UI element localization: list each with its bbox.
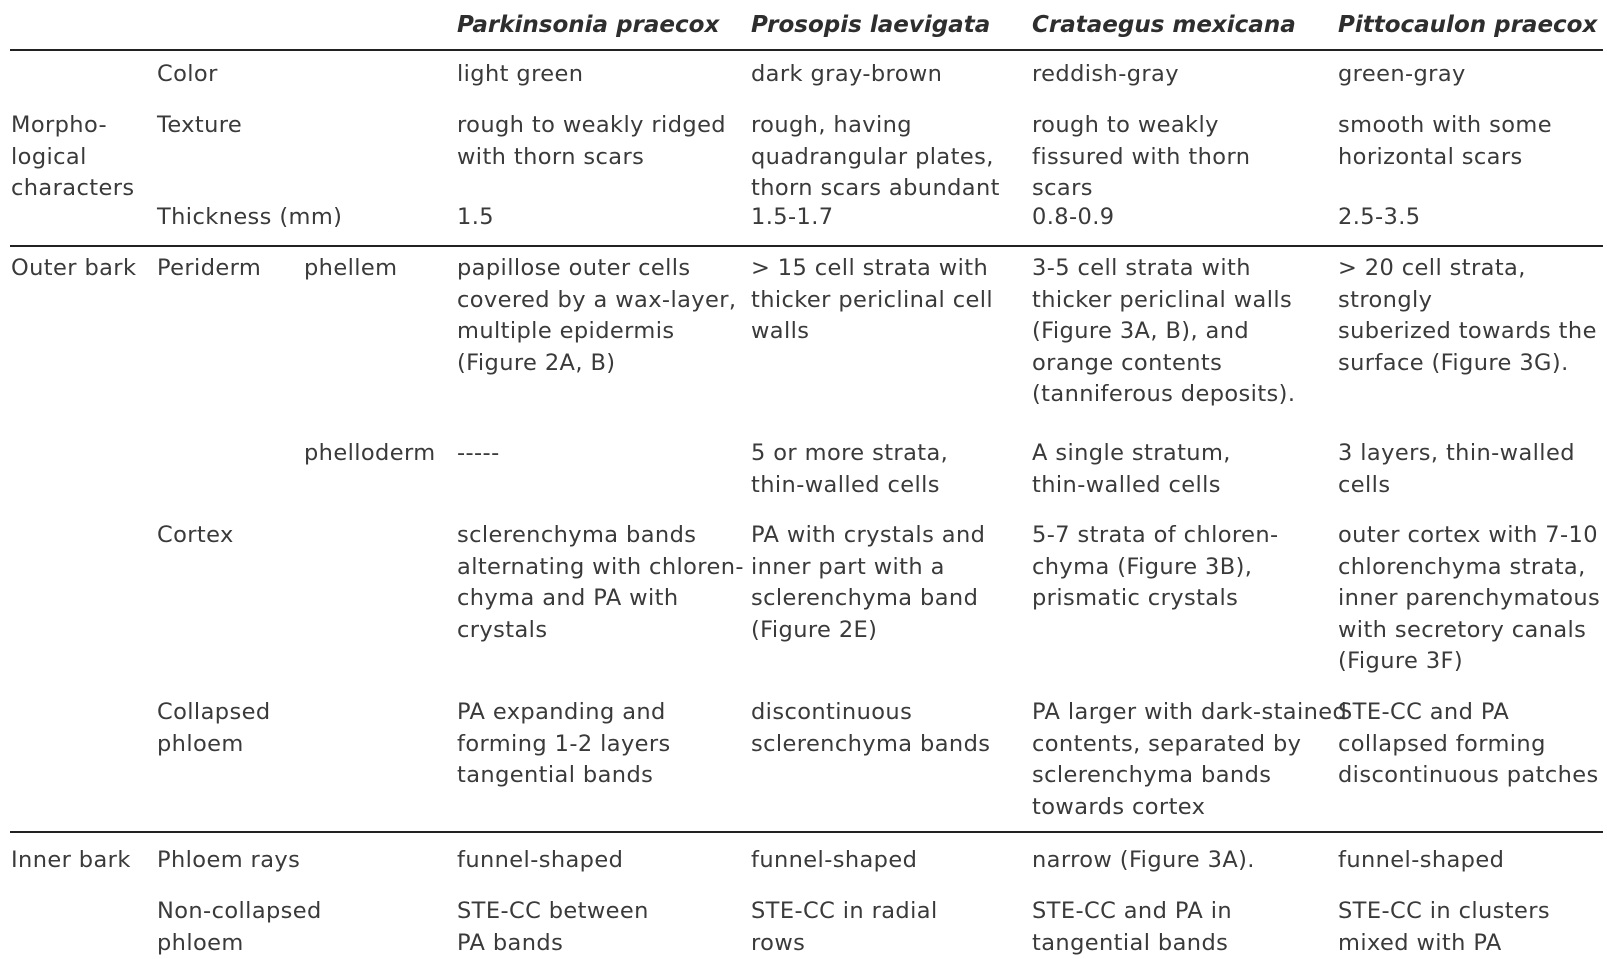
cell-phellem-4: > 20 cell strata, strongly suberized towards the surface (Figure 3G). (1338, 255, 1597, 376)
cell-phelloderm-1: ----- (457, 440, 500, 466)
cell-phloem-rays-2: funnel-shaped (751, 847, 918, 873)
cell-phelloderm-4: 3 layers, thin-walled cells (1338, 440, 1575, 498)
cell-thickness-3: 0.8-0.9 (1032, 204, 1115, 230)
section-morphological: Morpho- logical characters (11, 112, 135, 201)
row-label-texture: Texture (157, 112, 243, 138)
cell-color-4: green-gray (1338, 61, 1466, 87)
section-inner-bark: Inner bark (11, 847, 131, 873)
header-species-3: Crataegus mexicana (1032, 12, 1296, 38)
cell-phelloderm-3: A single stratum, thin-walled cells (1032, 440, 1231, 498)
row-label-periderm: Periderm (157, 255, 262, 281)
row-label-collapsed-phloem: Collapsed phloem (157, 699, 271, 757)
cell-non-collapsed-phloem-4: STE-CC in clusters mixed with PA (1338, 898, 1551, 956)
cell-cortex-4: outer cortex with 7-10 chlorenchyma strata, inner parenchymatous with secretory canals (Figure 3F) (1338, 522, 1601, 674)
cell-phloem-rays-3: narrow (Figure 3A). (1032, 847, 1255, 873)
row-sublabel-phelloderm: phelloderm (304, 440, 436, 466)
row-label-cortex: Cortex (157, 522, 234, 548)
cell-color-1: light green (457, 61, 584, 87)
header-rule (10, 49, 1603, 51)
cell-thickness-4: 2.5-3.5 (1338, 204, 1421, 230)
cell-texture-1: rough to weakly ridged with thorn scars (457, 112, 726, 170)
cell-phloem-rays-1: funnel-shaped (457, 847, 624, 873)
row-sublabel-phellem: phellem (304, 255, 398, 281)
cell-phelloderm-2: 5 or more strata, thin-walled cells (751, 440, 949, 498)
header-species-1: Parkinsonia praecox (457, 12, 720, 38)
row-label-phloem-rays: Phloem rays (157, 847, 301, 873)
cell-collapsed-phloem-1: PA expanding and forming 1-2 layers tangential bands (457, 699, 671, 788)
cell-collapsed-phloem-3: PA larger with dark-stained contents, separated by sclerenchyma bands towards cortex (1032, 699, 1348, 820)
cell-collapsed-phloem-4: STE-CC and PA collapsed forming discontinuous patches (1338, 699, 1599, 788)
row-label-thickness: Thickness (mm) (157, 204, 343, 230)
row-label-color: Color (157, 61, 218, 87)
cell-non-collapsed-phloem-2: STE-CC in radial rows (751, 898, 938, 956)
cell-color-2: dark gray-brown (751, 61, 943, 87)
cell-non-collapsed-phloem-1: STE-CC between PA bands (457, 898, 649, 956)
header-species-2: Prosopis laevigata (751, 12, 991, 38)
cell-phellem-2: > 15 cell strata with thicker periclinal cell walls (751, 255, 994, 344)
cell-thickness-1: 1.5 (457, 204, 494, 230)
cell-cortex-1: sclerenchyma bands alternating with chloren- chyma and PA with crystals (457, 522, 744, 643)
cell-texture-3: rough to weakly fissured with thorn scars (1032, 112, 1251, 201)
row-label-non-collapsed-phloem: Non-collapsed phloem (157, 898, 322, 956)
section-rule-inner (10, 831, 1603, 833)
section-outer-bark: Outer bark (11, 255, 137, 281)
cell-collapsed-phloem-2: discontinuous sclerenchyma bands (751, 699, 991, 757)
cell-thickness-2: 1.5-1.7 (751, 204, 834, 230)
cell-cortex-3: 5-7 strata of chloren- chyma (Figure 3B), prismatic crystals (1032, 522, 1279, 611)
header-species-4: Pittocaulon praecox (1338, 12, 1598, 38)
cell-cortex-2: PA with crystals and inner part with a sclerenchyma band (Figure 2E) (751, 522, 986, 643)
cell-phellem-3: 3-5 cell strata with thicker periclinal walls (Figure 3A, B), and orange contents (tanniferous deposits). (1032, 255, 1296, 407)
cell-non-collapsed-phloem-3: STE-CC and PA in tangential bands (1032, 898, 1233, 956)
cell-color-3: reddish-gray (1032, 61, 1179, 87)
cell-texture-4: smooth with some horizontal scars (1338, 112, 1552, 170)
section-rule-outer (10, 245, 1603, 247)
cell-texture-2: rough, having quadrangular plates, thorn scars abundant (751, 112, 1000, 201)
cell-phellem-1: papillose outer cells covered by a wax-layer, multiple epidermis (Figure 2A, B) (457, 255, 737, 376)
cell-phloem-rays-4: funnel-shaped (1338, 847, 1505, 873)
